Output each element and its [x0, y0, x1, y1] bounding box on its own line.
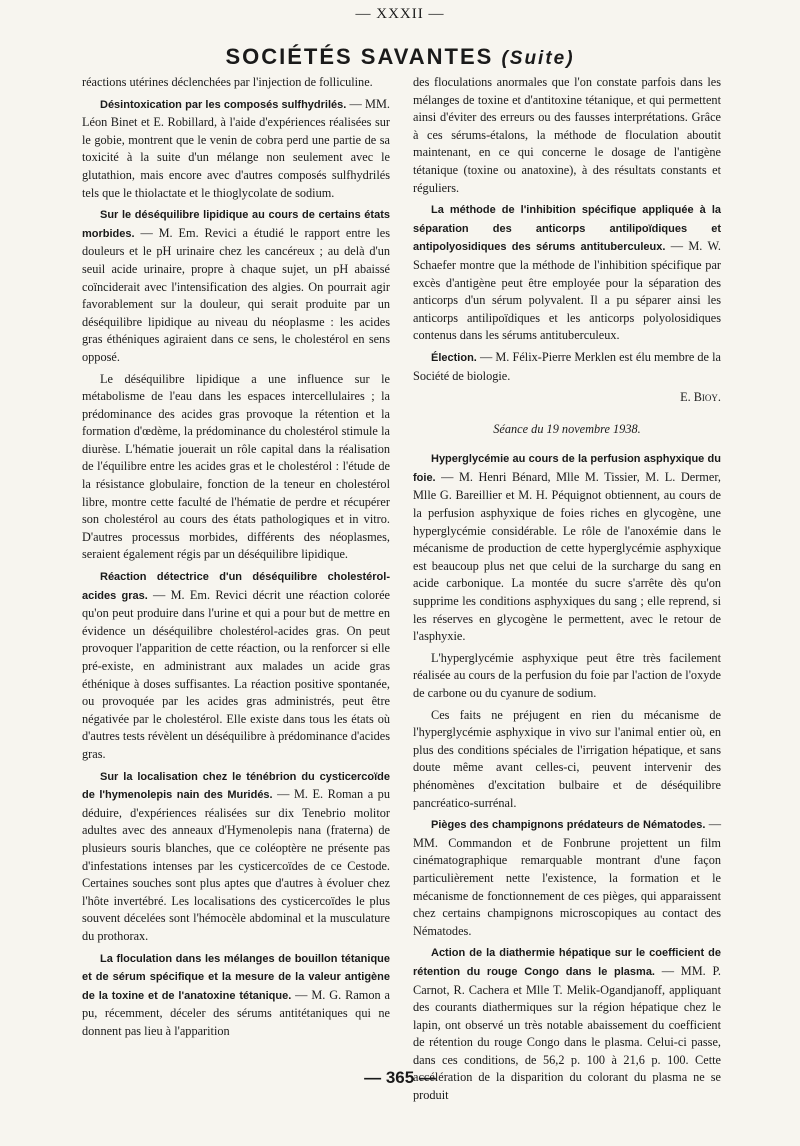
article-body: — MM. Léon Binet et E. Robillard, à l'aide d'expériences réalisées sur le gobie, montrent que le venin de cobra perd une partie de sa toxicité à la suite d'un mélange non seulement avec le glutathion, mais encore avec d'autres composés sulfhydrilés tels que le thiolactate et le thioglycolate de sodium.	[82, 96, 391, 200]
article-body: — M. Félix-Pierre Merklen est élu membre de la Société de biologie.	[413, 349, 721, 383]
section-title: SOCIÉTÉS SAVANTES	[225, 44, 494, 69]
article	[82, 950, 390, 1041]
article	[413, 450, 721, 646]
section-suite: (Suite)	[501, 48, 575, 69]
article	[413, 816, 721, 940]
roman-page-number: — XXXII —	[355, 6, 445, 22]
page-number: — 365 —	[364, 1068, 436, 1087]
paragraph: des floculations anormales que l'on constate parfois dans les mélanges de toxine et d'antitoxine tétanique, et qui permettent ainsi d'éviter des erreurs ou des fausses interprétations. Grâce à ces sérums-étalons, la méthode de floculation aboutit maintenant, en ce qui concerne le dosage de l'antigène tétanique (toxine ou anatoxine), à des résultats constants et réguliers.	[413, 75, 721, 195]
article-body: — MM. P. Carnot, R. Cachera et Mlle T. Melik-Ogandjanoff, appliquant des courants diathermiques sur la région hépatique chez le lapin, ont observé un très notable abaissement du coefficient de rétention du rouge Congo dans le plasma. Celui-ci passe, dans ces conditions, de 56,2 p. 100 à 21,6 p. 100. Cette accélération de la disparition du colorant du plasma ne se produit	[413, 963, 721, 1103]
article	[413, 349, 721, 385]
right-column	[413, 74, 721, 1109]
article-body: — M. Henri Bénard, Mlle M. Tissier, M. L. Dermer, Mlle G. Bareillier et M. H. Péquignot obtiennent, au cours de la perfusion asphyxique de foies riches en glycogène, une hyperglycémie considérable. Le rôle de l'anoxémie dans le mécanisme de production de cette hyperglycémie asphyxique est beaucoup plus net que celui de la surcharge du sang en acide carbonique. La montée du sucre s'arrête dès qu'on supprime les conditions asphyxiques du sang ; elle reprend, si les réserves en glycogène le permettent, avec le retour de l'asphyxie.	[413, 469, 721, 644]
article-heading: Réaction détectrice d'un déséquilibre cholestérol-acides gras.	[82, 571, 390, 602]
article	[82, 96, 390, 203]
paragraph: Le déséquilibre lipidique a une influence sur le métabolisme de l'eau dans les espaces intercellulaires ; la prédominance des acides gras provoque la rétention et la formation d'œdème, la prédominance du cholestérol stimule la diurèse. L'hématie jouerait un rôle capital dans la réalisation de l'équilibre entre les acides gras et le cholestérol : l'étude de la résistance globulaire, fonction de la teneur en cholestérol libre, montre cette faculté de l'hématie de perdre et récupérer son cholestérol au cours des états pathologiques et in vitro. D'autres processus morbides, différents des néoplasmes, seraient également régis par un déséquilibre lipidique.	[82, 371, 390, 562]
article	[82, 768, 390, 946]
article-heading: Sur la localisation chez le ténébrion du cysticercoïde de l'hymenolepis nain des Muridés.	[82, 770, 390, 802]
article-heading: Pièges des champignons prédateurs de Nématodes.	[431, 819, 706, 832]
paragraph: Ces faits ne préjugent en rien du mécanisme de l'hyperglycémie asphyxique in vivo sur l'animal entier où, en plus des conditions spéciales de l'irrigation hépatique, et sans doute même avant celles-ci, peuvent intervenir des phénomènes d'excitation bulbaire et de déséquilibre pancréatico-surrénal.	[413, 707, 721, 810]
article	[82, 206, 390, 366]
article-body: — M. Em. Revici a étudié le rapport entre les douleurs et le pH urinaire chez les cancéreux ; au delà d'un seuil acide urinaire, propre à chaque sujet, un pH abaissé coïnciderait avec l'intensification des algies. On pourrait agir favorablement sur la douleur, qui serait produite par un déséquilibre lipidique au niveau du néoplasme : les acides gras éthéniques agiraient dans ce sens, le cholestérol en sens opposé.	[82, 225, 390, 364]
paragraph: L'hyperglycémie asphyxique peut être très facilement réalisée au cours de la perfusion du foie par l'action de l'oxyde de carbone ou du cyanure de sodium.	[413, 650, 721, 700]
article-body: — M. G. Ramon a pu, récemment, déceler des sérums antitétaniques qui ne donnent pas lieu à l'apparition	[82, 987, 390, 1038]
article-heading: Élection.	[431, 351, 477, 364]
article-body: — M. Em. Revici décrit une réaction colorée qu'on peut produire dans l'urine et qui a pour but de mettre en évidence un déséquilibre cholestérol-acides gras. On peut provoquer l'apparition de cette réaction, ou la renforcer si elle pré-existe, en administrant aux malades un acide gras éthénique à doses suffisantes. La réaction positive spontanée, ou provoquée par les acides gras administrés, peut être négativée par le cholestérol. Elle existe dans tous les états où d'autres tests révèlent un déséquilibre à prédominance d'acides gras.	[82, 587, 391, 761]
session-date: Séance du 19 novembre 1938.	[493, 421, 641, 436]
article-heading: La méthode de l'inhibition spécifique appliquée à la séparation des anticorps antilipoïdiques et antipolyosidiques des sérums antituberculeux.	[413, 204, 721, 254]
paragraph: réactions utérines déclenchées par l'injection de folliculine.	[82, 75, 373, 89]
article-heading: Sur le déséquilibre lipidique au cours de certains états morbides.	[82, 209, 390, 240]
article	[82, 568, 390, 764]
article-body: — M. W. Schaefer montre que la méthode de l'inhibition spécifique par excès d'antigène peut être employée pour la séparation des anticorps d'un sérum polyvalent. Il a pu séparer ainsi les anticorps antilipoïdiques et les anticorps polyolosidiques contenus dans les sérums antituberculeux.	[413, 239, 721, 343]
left-column	[82, 74, 390, 1044]
article-heading: Action de la diathermie hépatique sur le coefficient de rétention du rouge Congo dans le plasma.	[413, 947, 721, 978]
article-body: — M. E. Roman a pu déduire, d'expériences réalisées sur dix Tenebrio molitor adultes avec des anneaux d'Hymenolepis nana (fraterna) de plusieurs souris blanches, que ce coléoptère ne présente pas d'infestations intenses par les cysticercoïdes de ce Cestode. Certaines souches sont plus aptes que d'autres à évoluer chez l'hôte invertébré. Les localisations des cysticercoïdes le plus souvent décelées sont l'hémocèle abdominal et la musculature du prothorax.	[82, 787, 390, 943]
article-heading: Hyperglycémie au cours de la perfusion asphyxique du foie.	[413, 453, 721, 484]
signature: E. Bioy.	[680, 390, 721, 405]
article-heading: La floculation dans les mélanges de bouillon tétanique et de sérum spécifique et la mesure de la valeur antigène de la toxine et de l'anatoxine tétanique.	[82, 952, 390, 1002]
page-title	[0, 44, 800, 70]
article-heading: Désintoxication par les composés sulfhydrilés.	[100, 98, 347, 111]
article-body: — MM. Commandon et de Fonbrune projettent un film cinématographique remarquable montrant d'une façon particulièrement nette l'existence, la formation et le mécanisme de fonctionnement de ces pièges, qui apparaissent chez certains champignons microscopiques au contact des Nématodes.	[413, 817, 722, 938]
article	[413, 201, 721, 345]
